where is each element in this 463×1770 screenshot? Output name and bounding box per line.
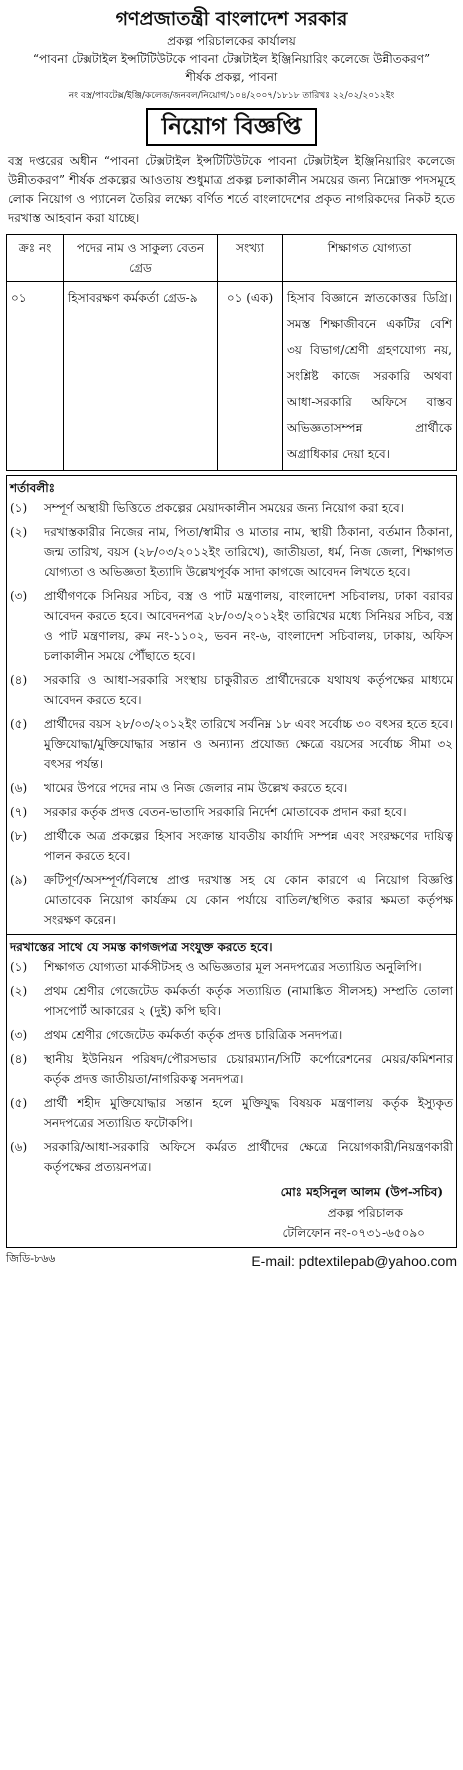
item-number: (৭): [10, 805, 28, 819]
item-text: প্রথম শ্রেণীর গেজেটেড কর্মকর্তা কর্তৃক সত্যায়িত (নামাঙ্কিত সীলসহ) সম্প্রতি তোলা পাসপোর্ট আকারের ২ (দুই) কপি ছবি।: [44, 984, 453, 1018]
posts-table: [6, 234, 457, 471]
item-number: (১): [10, 501, 28, 515]
item-number: (৪): [10, 673, 28, 687]
list-item: [10, 826, 453, 866]
list-item: [10, 586, 453, 666]
table-row: [7, 282, 457, 471]
list-item: [10, 802, 453, 822]
item-number: (৯): [10, 873, 28, 887]
terms-box: [6, 475, 457, 1248]
header-count: সংখ্যা: [218, 235, 283, 282]
item-number: (৪): [10, 1052, 28, 1066]
list-item: [10, 1093, 453, 1133]
item-number: (২): [10, 984, 28, 998]
item-text: প্রার্থীগণকে সিনিয়র সচিব, বস্ত্র ও পাট মন্ত্রণালয়, বাংলাদেশ সচিবালয়, ঢাকা বরাবর আবেদন করতে হবে। আবেদনপত্র ২৮/০৩/২০১২ইং তারিখের মধ্যে সিনিয়র সচিব, বস্ত্র ও পাট মন্ত্রণালয়, রুম নং-১১০২, ভবন নং-৬, বাংলাদেশ সচিবালয়, ঢাকায়, অফিস চলাকালীন সময়ে পৌঁছাতে হবে।: [44, 589, 453, 663]
list-item: [10, 714, 453, 774]
project-name: “পাবনা টেক্সটাইল ইন্সটিটিউটকে পাবনা টেক্সটাইল ইঞ্জিনিয়ারিং কলেজে উন্নীতকরণ” শীর্ষক প্রকল্প, পাবনা: [32, 52, 431, 84]
item-text: প্রার্থী শহীদ মুক্তিযোদ্ধার সন্তান হলে মুক্তিযুদ্ধ বিষয়ক মন্ত্রণালয় কর্তৃক ইস্যুকৃত সনদপত্রের সত্যায়িত ফটোকপি।: [44, 1096, 453, 1130]
list-item: [10, 498, 453, 518]
footer: [6, 1250, 457, 1269]
signatory-phone: টেলিফোন নং-০৭৩১-৬৫০৯০: [282, 1226, 425, 1240]
list-item: [10, 522, 453, 582]
list-item: [10, 778, 453, 798]
item-text: সরকারি ও আধা-সরকারি সংস্থায় চাকুরীরত প্রার্থীদেরকে যথাযথ কর্তৃপক্ষের মাধ্যমে আবেদন করতে হবে।: [44, 673, 453, 707]
item-text: প্রার্থীদের বয়স ২৮/০৩/২০১২ইং তারিখে সর্বনিম্ন ১৮ এবং সর্বোচ্চ ৩০ বৎসর হতে হবে। মুক্তিযোদ্ধা/মুক্তিযোদ্ধার সন্তান ও অন্যান্য প্রযোজ্য ক্ষেত্রে বয়সের সর্বোচ্চ সীমা ৩২ বৎসর পর্যন্ত।: [44, 717, 453, 771]
job-notice-page: [6, 4, 457, 1269]
header-serial: ক্রঃ নং: [7, 235, 64, 282]
intro-paragraph: বস্ত্র দপ্তরের অধীন “পাবনা টেক্সটাইল ইন্সটিটিউটকে পাবনা টেক্সটাইল ইঞ্জিনিয়ারিং কলেজে উন্নীতকরণ” শীর্ষক প্রকল্পের আওতায় শুধুমাত্র প্রকল্প চলাকালীন সময়ের জন্য নিম্নোক্ত পদসমূহে লোক নিয়োগ ও প্যানেল তৈরির লক্ষ্যে বর্ণিত শর্তে বাংলাদেশের প্রকৃত নাগরিকদের নিকট হতে দরখাস্ত আহবান করা যাচ্ছে।: [8, 154, 455, 225]
notice-title-wrap: [6, 108, 457, 146]
item-text: স্থানীয় ইউনিয়ন পরিষদ/পৌরসভার চেয়ারম্যান/সিটি কর্পোরেশনের মেয়র/কমিশনার কর্তৃক প্রদত্ত জাতীয়তা/নাগরিকত্ব সনদপত্র।: [44, 1052, 453, 1086]
signatory-name: মোঃ মহসিনুল আলম (উপ-সচিব): [280, 1185, 443, 1199]
item-number: (২): [10, 525, 28, 539]
header-post: পদের নাম ও সাকুল্য বেতন গ্রেড: [64, 235, 218, 282]
cell-count: ০১ (এক): [218, 282, 283, 471]
list-item: [10, 981, 453, 1021]
item-text: সম্পূর্ণ অস্থায়ী ভিত্তিতে প্রকল্পের মেয়াদকালীন সময়ের জন্য নিয়োগ করা হবে।: [44, 501, 404, 515]
item-number: (৩): [10, 1028, 28, 1042]
ad-code: জিডি-৮৬৬: [6, 1252, 56, 1265]
list-item: [10, 670, 453, 710]
documents-heading: দরখাস্তের সাথে যে সমস্ত কাগজপত্র সংযুক্ত করতে হবে।: [7, 934, 456, 957]
item-text: শিক্ষাগত যোগ্যতা মার্কসীটসহ ও অভিজ্ঞতার মূল সনদপত্রের সত্যায়িত অনুলিপি।: [44, 960, 422, 974]
item-number: (১): [10, 960, 28, 974]
list-item: [10, 870, 453, 930]
cell-qualification: হিসাব বিজ্ঞানে স্নাতকোত্তর ডিগ্রি। সমস্ত শিক্ষাজীবনে একটির বেশি ৩য় বিভাগ/শ্রেণী গ্রহণযোগ্য নয়, সংশ্লিষ্ট কাজে সরকারি অথবা আধা-সরকারি অফিসে বাস্তব অভিজ্ঞতাসম্পন্ন প্রার্থীকে অগ্রাধিকার দেয়া হবে।: [283, 282, 457, 471]
signature-block: [10, 1181, 453, 1243]
notice-title: নিয়োগ বিজ্ঞপ্তি: [146, 108, 318, 146]
conditions-heading: শর্তাবলীঃ: [10, 481, 56, 495]
list-item: [10, 1049, 453, 1089]
item-text: ক্রটিপূর্ণ/অসম্পূর্ণ/বিলম্বে প্রাপ্ত দরখাস্ত সহ যে কোন কারণে এ নিয়োগ বিজ্ঞপ্তি মোতাবেক নিয়োগ কার্যক্রম যে কোন পর্যায়ে বাতিল/স্থগিত করার ক্ষমতা কর্তৃপক্ষ সংরক্ষণ করেন।: [44, 873, 453, 927]
list-item: [10, 1137, 453, 1177]
item-number: (৬): [10, 1140, 28, 1154]
item-text: সরকার কর্তৃক প্রদত্ত বেতন-ভাতাদি সরকারি নির্দেশ মোতাবেক প্রদান করা হবে।: [44, 805, 407, 819]
table-header-row: [7, 235, 457, 282]
item-number: (৫): [10, 1096, 28, 1110]
item-text: প্রার্থীকে অত্র প্রকল্পের হিসাব সংক্রান্ত যাবতীয় কার্যাদি সম্পন্ন এবং সংরক্ষণের দায়িত্ব পালন করতে হবে।: [44, 829, 453, 863]
cell-serial: ০১: [7, 282, 64, 471]
item-text: সরকারি/আধা-সরকারি অফিসে কর্মরত প্রার্থীদের ক্ষেত্রে নিয়োগকারী/নিয়ন্ত্রণকারী কর্তৃপক্ষের প্রত্যয়নপত্র।: [44, 1140, 453, 1174]
item-number: (৮): [10, 829, 28, 843]
item-number: (৩): [10, 589, 28, 603]
item-text: খামের উপরে পদের নাম ও নিজ জেলার নাম উল্লেখ করতে হবে।: [44, 781, 348, 795]
government-title: গণপ্রজাতন্ত্রী বাংলাদেশ সরকার: [115, 8, 348, 30]
contact-email: E-mail: pdtextilepab@yahoo.com: [251, 1253, 457, 1269]
office-name: প্রকল্প পরিচালকের কার্যালয়: [167, 34, 296, 48]
item-text: দরখাস্তকারীর নিজের নাম, পিতা/স্বামীর ও মাতার নাম, স্থায়ী ঠিকানা, বর্তমান ঠিকানা, জন্ম তারিখ, বয়স (২৮/০৩/২০১২ইং তারিখে), জাতীয়তা, ধর্ম, নিজ জেলা, শিক্ষাগত যোগ্যতা ও অভিজ্ঞতা ইত্যাদি উল্লেখপূর্বক সাদা কাগজে আবেদন লিখতে হবে।: [44, 525, 453, 579]
list-item: [10, 1025, 453, 1045]
list-item: [10, 957, 453, 977]
item-number: (৫): [10, 717, 28, 731]
cell-post: হিসাবরক্ষণ কর্মকর্তা গ্রেড-৯: [64, 282, 218, 471]
item-text: প্রথম শ্রেণীর গেজেটেড কর্মকর্তা কর্তৃক প্রদত্ত চারিত্রিক সনদপত্র।: [44, 1028, 343, 1042]
signatory-role: প্রকল্প পরিচালক: [327, 1206, 403, 1220]
header-qualification: শিক্ষাগত যোগ্যতা: [283, 235, 457, 282]
item-number: (৬): [10, 781, 28, 795]
memo-number: নং বস্ত্র/পাবটেক্স/ইঞ্জি/কলেজ/জনবল/নিয়োগ/১০৪/২০০৭/১৮১৮ তারিখঃ ২২/০২/২০১২ইং: [68, 91, 395, 101]
